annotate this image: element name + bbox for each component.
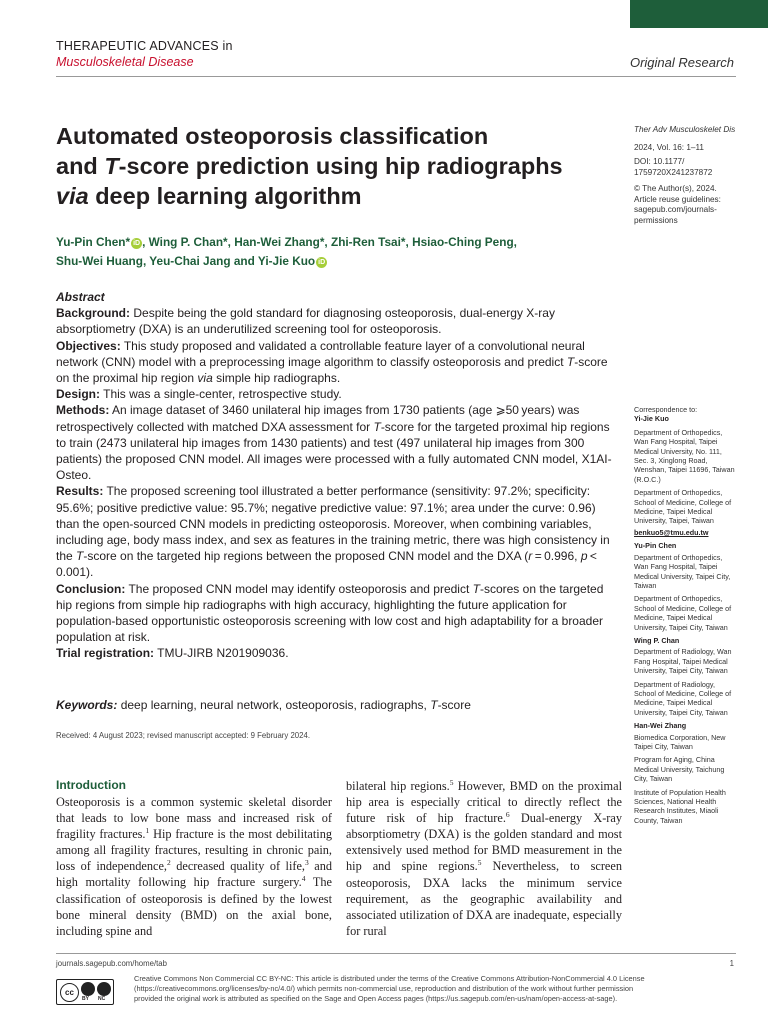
author-separator: , bbox=[324, 235, 331, 249]
author-separator: , bbox=[227, 235, 235, 249]
volume-info: 2024, Vol. 16: 1–11 bbox=[634, 143, 704, 152]
abstract-trial-registration: Trial registration: TMU-JIRB N201909036. bbox=[56, 646, 289, 661]
author-line-1 bbox=[56, 233, 616, 252]
citation-4[interactable]: 4 bbox=[301, 874, 306, 884]
doi[interactable]: DOI: 10.1177/ 1759720X241237872 bbox=[634, 157, 713, 177]
article-title: Automated osteoporosis classification and T-score prediction using hip radiographs via deep learning algorithm bbox=[56, 123, 563, 209]
abstract-heading: Abstract bbox=[56, 290, 105, 304]
author-name: Han-Wei Zhang* bbox=[234, 235, 325, 249]
orcid-icon[interactable]: iD bbox=[318, 259, 326, 266]
correspondence-email[interactable]: benkuo5@tmu.edu.tw bbox=[634, 527, 709, 537]
abstract-background: Background: Despite being the gold standard for diagnosing osteoporosis, dual-energy X-ray absorptiometry (DXA) is an underutilized screening tool for osteoporosis. bbox=[56, 306, 555, 337]
journal-name: THERAPEUTIC ADVANCES in bbox=[56, 39, 233, 53]
cc-by-nc-icon[interactable] bbox=[56, 979, 114, 1005]
cc-symbol-icon: cc bbox=[60, 983, 79, 1002]
license-text: Creative Commons Non Commercial CC BY-NC: This article is distributed under the terms of the Creative Commons Attribution-NonCommercial 4.0 License (https://creativecommons.org/licenses/by-nc/4.0/) which permits non-commercial use, reproduction and distribution of the work without further permission provided the original work is attributed as specified on the Sage and Open Access pages (https://us.sagepub.com/en-us/nam/open-access-at-sage). bbox=[134, 974, 645, 1004]
cc-by-person-icon bbox=[81, 982, 95, 996]
citation-5[interactable]: 5 bbox=[449, 777, 454, 787]
author-name: Hsiao-Ching Peng bbox=[412, 235, 514, 249]
abstract-conclusion: Conclusion: The proposed CNN model may identify osteoporosis and predict T-scores on the targeted hip regions from simple hip radiographs with high accuracy, highlighting the future application for population-based opportunistic osteoporosis screening with low cost and high adaptability for a broader population at risk. bbox=[56, 581, 604, 645]
journal-abbrev: Ther Adv Musculoskelet Dis bbox=[634, 125, 736, 134]
introduction-column-1: Osteoporosis is a common systemic skeletal disorder that leads to low bone mass and increased risk of fragility fractures.$^1$ Hip fracture is the most debilitating among all fragility fractures, resulting in chronic pain, loss of independence,$^2$ decreased quality of life,$^3$ and high mortality following hip fracture surgery.$^4$ The classification of osteoporosis is defined by the lowest bone mineral density (BMD) on the axial bone, including spine and bbox=[56, 795, 332, 938]
citation-3[interactable]: 3 bbox=[305, 858, 309, 868]
copyright: © The Author(s), 2024. Article reuse guidelines: sagepub.com/journals- permissions bbox=[634, 184, 721, 225]
author-separator: , bbox=[513, 235, 517, 249]
introduction-column-2: bilateral hip regions.$^5$ However, BMD on the proximal hip area is especially critical to directly reflect the future risk of hip fracture.$^6$ Dual-energy X-ray absorptiometry (DXA) is the golden standard and most extensively used method for BMD measurement in the hip and spine regions.$^5$ Nevertheless, to screen osteoporosis, DXA lacks the minimum service requirement, as the geographic availability and associated utilization of DXA are inadequate, especially for rural bbox=[346, 777, 623, 938]
footer-divider bbox=[56, 953, 736, 954]
abstract bbox=[56, 289, 621, 662]
abstract-objectives: Objectives: This study proposed and validated a controllable feature layer of a convolutional neural network (CNN) model with a preprocessing image algorithm to classify osteoporosis and predict T-score on the proximal hip region via simple hip radiographs. bbox=[56, 338, 608, 386]
author-name: Zhi-Ren Tsai* bbox=[330, 235, 406, 249]
abstract-methods: Methods: An image dataset of 3460 unilateral hip images from 1730 patients (age ⩾50 years) was retrospectively collected with matched DXA assessment for T-score for the targeted proximal hip regions to train (2473 unilateral hip images from 1430 patients) and test (497 unilateral hip images from 300 patients) the proposed CNN model. All images were processed with a fully automated CNN model, X1AI-Osteo. bbox=[56, 403, 612, 483]
citation-6[interactable]: 6 bbox=[505, 810, 510, 820]
cc-by-label: BY bbox=[82, 996, 89, 1002]
author-separator: , bbox=[405, 235, 413, 249]
cc-nc-dollar-icon bbox=[97, 982, 111, 996]
citation-2[interactable]: 2 bbox=[167, 858, 171, 868]
author-name: Yu-Pin Chen* bbox=[56, 235, 131, 249]
author-line-2: Shu-Wei Huang, Yeu-Chai Jang and Yi-Jie Kuo iD bbox=[56, 254, 326, 268]
header-divider bbox=[56, 76, 736, 77]
reuse-link[interactable]: sagepub.com/journals- bbox=[634, 205, 717, 214]
abstract-design: Design: This was a single-center, retrospective study. bbox=[56, 387, 342, 402]
citation-5b[interactable]: 5 bbox=[477, 858, 482, 868]
received-dates: Received: 4 August 2023; revised manuscript accepted: 9 February 2024. bbox=[56, 731, 310, 740]
cc-nc-label: NC bbox=[98, 996, 106, 1002]
journal-brand-bar bbox=[630, 0, 768, 28]
author-list bbox=[56, 233, 616, 271]
orcid-icon[interactable]: iD bbox=[133, 240, 141, 247]
correspondence-name: Yi-Jie Kuo bbox=[634, 414, 669, 424]
correspondence-sidebar: Correspondence to: Yi-Jie Kuo Department of Orthopedics, Wan Fang Hospital, Taipei Medical University, No. 111, Sec. 3, Xinglong Road, Wenshan, Taipei 11696, Taiwan (R.O.C.) Department of Orthopedics, School of Medicine, College of Medicine, Taipei Medical University, Taipei, Taiwan benkuo5@tmu.edu.tw Yu-Pin Chen Department of Orthopedics, Wan Fang Hospital, Taipei Medical University, Taipei City, Taiwan Department of Orthopedics, School of Medicine, College of Medicine, Taipei Medical University, Taipei City, Taiwan Wing P. Chan Department of Radiology, Wan Fang Hospital, Taipei Medical University, Taipei City, Taiwan Department of Radiology, School of Medicine, College of Medicine, Taipei Medical University, Taipei City, Taiwan Han-Wei Zhang Biomedica Corporation, New Taipei City, Taiwan Program for Aging, China Medical University, Taichung City, Taiwan Institute of Population Health Sciences, National Health Research Institutes, Miaoli County, Taiwan bbox=[634, 405, 735, 825]
introduction-heading: Introduction bbox=[56, 778, 126, 792]
author-separator: , bbox=[142, 235, 149, 249]
abstract-results: Results: The proposed screening tool illustrated a better performance (sensitivity: 97.2%; specificity: 95.6%; positive predictive value: 95.7%; negative predictive value: 97.1%; area under the curve: 0.96) than the open-sourced CNN models in predicting osteoporosis. Moreover, when combining variables, including age, body mass index, and sex as features in the training metric, there was high consistency in the T-score on the targeted hip regions between the proposed CNN model and the DXA (r = 0.996, p < 0.001). bbox=[56, 484, 610, 580]
author-name: Wing P. Chan* bbox=[148, 235, 228, 249]
journal-url[interactable]: journals.sagepub.com/home/tab bbox=[56, 959, 167, 968]
article-type: Original Research bbox=[629, 55, 734, 70]
page-number: 1 bbox=[729, 959, 734, 968]
citation-1[interactable]: 1 bbox=[145, 826, 150, 836]
keywords: Keywords: deep learning, neural network, osteoporosis, radiographs, T-score bbox=[56, 698, 471, 712]
journal-subtitle: Musculoskeletal Disease bbox=[56, 55, 194, 69]
